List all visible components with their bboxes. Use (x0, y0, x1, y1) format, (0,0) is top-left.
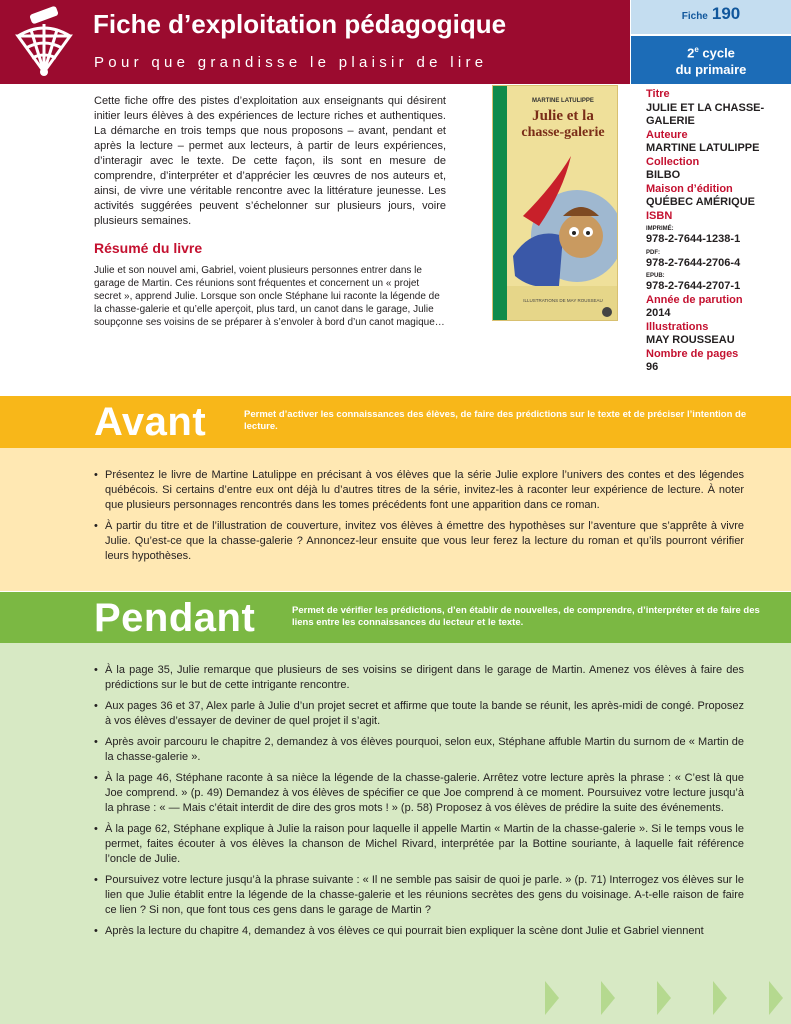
avant-section (0, 448, 791, 591)
chevron-right-icon (545, 981, 559, 1015)
pendant-list (94, 663, 744, 945)
list-item: • À la page 35, Julie remarque que plusieurs de ses voisins se dirigent dans le garage de Martin. Amenez vos élèves à faire des prédictions sur le but de cette intrigante rencontre. (94, 663, 744, 693)
info-auteure: MARTINE LATULIPPE (646, 142, 760, 154)
list-item: • Poursuivez votre lecture jusqu’à la phrase suivante : « Il ne semble pas saisir de quoi je parle. » (p. 71) Interrogez vos élèves sur le lien que Julie établit entre la légende de la chasse-galerie et les réunions secrètes des gens du voisinage. A-t-elle raison de faire ce lien ? Si non, que font tous ces gens dans le garage de Martin ? (94, 873, 744, 918)
cover-title-2: chasse-galerie (521, 125, 605, 140)
fiche-label: Fiche (681, 11, 708, 22)
resume-heading: Résumé du livre (94, 240, 203, 256)
cycle-box (631, 36, 791, 84)
info-isbn-epub: 978-2-7644-2707-1 (646, 280, 741, 292)
info-titre: JULIE ET LA CHASSE-GALERIE (646, 101, 765, 127)
info-illus: MAY ROUSSEAU (646, 334, 735, 346)
info-pages: 96 (646, 361, 659, 373)
info-maison-label: Maison d’édition (646, 182, 733, 195)
avant-list (94, 468, 744, 570)
info-isbn-label: ISBN (646, 209, 673, 222)
info-auteure-label: Auteure (646, 128, 688, 141)
avant-heading: Avant (94, 400, 207, 444)
pendant-description: Permet de vérifier les prédictions, d’en établir de nouvelles, de comprendre, d’interpréter et de faire des liens entre les connaissances du lecteur et le texte. (292, 605, 760, 628)
cycle-sup: e (694, 45, 699, 54)
pendant-banner (0, 592, 791, 643)
chevron-right-icon (769, 981, 783, 1015)
list-item: • Aux pages 36 et 37, Alex parle à Julie d’un projet secret et affirme que toute la bande se réunit, les après-midi de congé. Proposez à vos élèves d’essayer de deviner de quel projet il s’agit. (94, 699, 744, 729)
cover-author: MARTINE LATULIPPE (532, 98, 594, 104)
info-illus-label: Illustrations (646, 320, 709, 333)
cycle-word: cycle (698, 45, 735, 61)
page-title: Fiche d’exploitation pédagogique (93, 9, 507, 39)
list-item: • À la page 46, Stéphane raconte à sa nièce la légende de la chasse-galerie. Arrêtez votre lecture après la phrase : « C’est là que Joe comprend. » (p. 49) Demandez à vos élèves de spécifier ce que Joe comprend à ce moment. Poursuivez votre lecture jusqu’à la phrase : « — Mais c’était interdit de dire des gros mots ! » (p. 58) Proposez à vos élèves de prédire la suite des événements. (94, 771, 744, 816)
page-subtitle: Pour que grandisse le plaisir de lire (94, 54, 488, 71)
intro-paragraph: Cette fiche offre des pistes d’exploitation aux enseignants qui désirent initier leurs élèves à des expériences de lecture riches et authentiques. La démarche en trois temps que nous proposons – avant, pendant et après la lecture – permet aux lecteurs, à partir de leurs expériences, d’interagir avec le texte. De cette façon, ils sont en mesure de comprendre, d’interpréter et d’apprécier les œuvres de nos auteurs et, ainsi, de vivre une véritable rencontre avec la littérature jeunesse. Les activités suggérées peuvent s’échelonner sur plusieurs jours, voire plusieurs semaines. (94, 95, 446, 227)
resume-paragraph: Julie et son nouvel ami, Gabriel, voient plusieurs personnes entrer dans le garage de Martin. Ces réunions sont fréquentes et concernent un « projet secret », apprend Julie. Lorsque son oncle Stéphane lui raconte la légende de la chasse-galerie et qu’elle aperçoit, plus tard, un canot dans le garage, Julie soupçonne ses voisins de se préparer à s’envoler à bord d’un canot magique… (94, 265, 445, 328)
book-cover (492, 85, 618, 321)
info-collection: BILBO (646, 169, 681, 181)
cover-illustration (493, 86, 618, 321)
cover-illustrator: ILLUSTRATIONS DE MAY ROUSSEAU (523, 298, 603, 303)
chevron-right-icon (713, 981, 727, 1015)
chevron-right-icon (657, 981, 671, 1015)
list-item: • Présentez le livre de Martine Latulippe en précisant à vos élèves que la série Julie explore l’univers des contes et des légendes québécois. Si certains d’entre eux ont déjà lu d’autres titres de la série, invitez-les à raconter leur expérience de lecture. À noter que plusieurs personnages rencontrés dans les tomes précédents font une apparition dans ce roman. (94, 468, 744, 513)
fiche-number-box (631, 0, 791, 34)
fiche-number: 190 (711, 4, 741, 23)
info-annee: 2014 (646, 307, 671, 319)
list-item: • Après avoir parcouru le chapitre 2, demandez à vos élèves pourquoi, selon eux, Stéphane affuble Martin du surnom de « Martin de la chasse-galerie ». (94, 735, 744, 765)
avant-banner (0, 396, 791, 448)
info-imprime-label: IMPRIMÉ: (646, 226, 674, 232)
chevron-right-icon (601, 981, 615, 1015)
list-item: • À la page 62, Stéphane explique à Julie la raison pour laquelle il appelle Martin « Martin de la chasse-galerie ». Si le temps vous le permet, faites écouter à vos élèves la chanson de Michel Rivard, interprétée par la Bottine souriante, à laquelle fait référence l’oncle de Julie. (94, 822, 744, 867)
list-item: • Après la lecture du chapitre 4, demandez à vos élèves ce qui pourrait bien expliquer la scène dont Julie et Gabriel viennent (94, 924, 744, 939)
list-item: • À partir du titre et de l’illustration de couverture, invitez vos élèves à émettre des hypothèses sur l’aventure que s’apprête à vivre Julie. Qu’est-ce que la chasse-galerie ? Annoncez-leur ensuite que vous leur ferez la lecture du roman et qu’ils pourront vérifier leurs hypothèses. (94, 519, 744, 564)
info-collection-label: Collection (646, 155, 700, 168)
cover-title-1: Julie et la (532, 108, 594, 124)
info-pages-label: Nombre de pages (646, 347, 739, 360)
pendant-heading: Pendant (94, 596, 256, 640)
avant-description: Permet d’activer les connaissances des élèves, de faire des prédictions sur le texte et de préciser l’intention de lecture. (244, 409, 747, 432)
info-annee-label: Année de parution (646, 293, 743, 306)
info-isbn-pdf: 978-2-7644-2706-4 (646, 256, 741, 269)
info-titre-label: Titre (646, 88, 670, 100)
info-epub-label: EPUB: (646, 273, 665, 279)
pendant-section (0, 643, 791, 1024)
info-pdf-label: PDF: (646, 249, 660, 256)
info-maison: QUÉBEC AMÉRIQUE (646, 196, 755, 208)
header-banner (0, 0, 630, 84)
cycle-level: du primaire (675, 62, 747, 78)
book-info (646, 88, 786, 375)
decorative-arrows (545, 973, 791, 1024)
cycle-number: 2 (687, 45, 695, 61)
info-isbn-imprime: 978-2-7644-1238-1 (646, 233, 741, 245)
sextant-icon (8, 6, 80, 78)
